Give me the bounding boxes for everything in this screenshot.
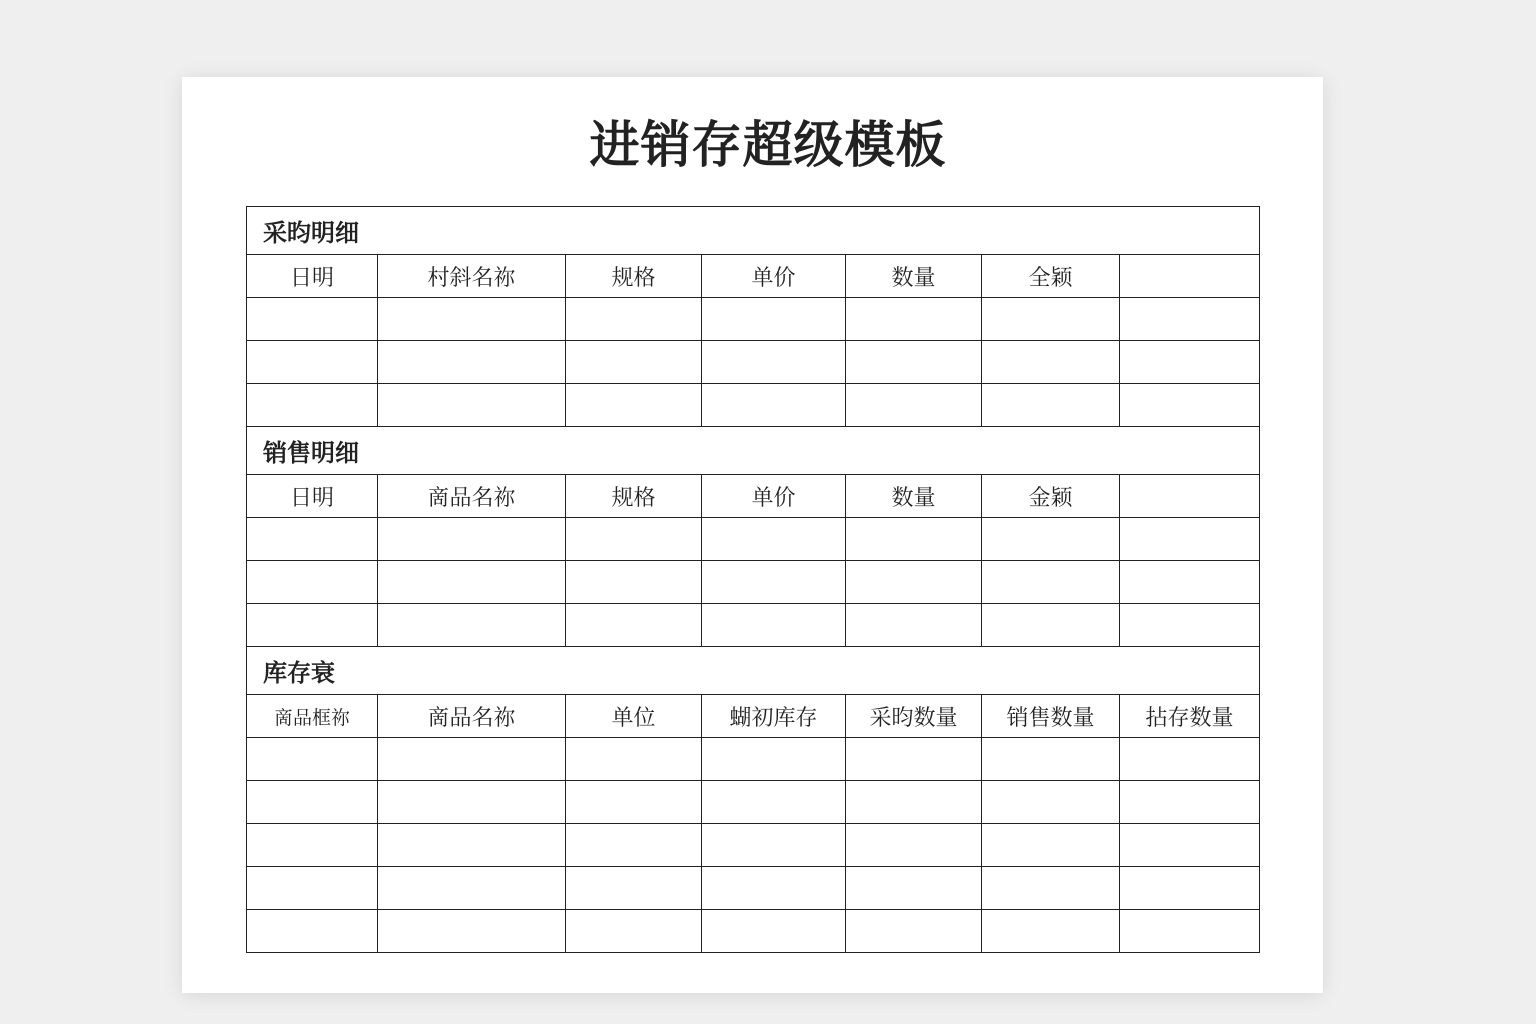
sales-data-row <box>247 561 1260 604</box>
sales-header-blank <box>1120 475 1260 518</box>
table-cell[interactable] <box>1120 341 1260 384</box>
table-cell[interactable] <box>982 298 1120 341</box>
table-cell[interactable] <box>566 781 702 824</box>
table-cell[interactable] <box>702 781 846 824</box>
table-cell[interactable] <box>566 298 702 341</box>
table-cell[interactable] <box>247 384 378 427</box>
table-cell[interactable] <box>846 298 982 341</box>
table-cell[interactable] <box>702 867 846 910</box>
table-cell[interactable] <box>378 298 566 341</box>
inventory-header-row <box>247 695 1260 738</box>
table-cell[interactable] <box>247 910 378 953</box>
inventory-header-product-name: 啇品名祢 <box>378 695 566 738</box>
table-cell[interactable] <box>846 738 982 781</box>
table-cell[interactable] <box>378 738 566 781</box>
table-cell[interactable] <box>247 604 378 647</box>
table-cell[interactable] <box>566 341 702 384</box>
table-cell[interactable] <box>1120 738 1260 781</box>
table-cell[interactable] <box>1120 604 1260 647</box>
table-cell[interactable] <box>566 384 702 427</box>
inventory-data-row <box>247 824 1260 867</box>
sales-header-row <box>247 475 1260 518</box>
inventory-header-opening-stock: 蝴初库存 <box>702 695 846 738</box>
purchase-header-row <box>247 255 1260 298</box>
table-cell[interactable] <box>247 781 378 824</box>
table-cell[interactable] <box>982 738 1120 781</box>
table-cell[interactable] <box>702 824 846 867</box>
table-cell[interactable] <box>566 738 702 781</box>
table-cell[interactable] <box>378 824 566 867</box>
table-cell[interactable] <box>846 561 982 604</box>
table-cell[interactable] <box>846 910 982 953</box>
sales-data-row <box>247 518 1260 561</box>
table-cell[interactable] <box>982 781 1120 824</box>
table-cell[interactable] <box>247 518 378 561</box>
table-cell[interactable] <box>982 604 1120 647</box>
table-cell[interactable] <box>702 561 846 604</box>
inventory-header-stock-qty: 拈存数量 <box>1120 695 1260 738</box>
table-cell[interactable] <box>982 824 1120 867</box>
table-cell[interactable] <box>846 604 982 647</box>
table-cell[interactable] <box>378 384 566 427</box>
inventory-data-row <box>247 867 1260 910</box>
sales-header-unit-price: 单价 <box>702 475 846 518</box>
table-cell[interactable] <box>702 384 846 427</box>
table-cell[interactable] <box>378 561 566 604</box>
table-cell[interactable] <box>1120 910 1260 953</box>
purchase-data-row <box>247 341 1260 384</box>
table-cell[interactable] <box>982 341 1120 384</box>
table-cell[interactable] <box>846 341 982 384</box>
purchase-section-title: 采昀明细 <box>247 207 1260 255</box>
table-cell[interactable] <box>702 604 846 647</box>
table-cell[interactable] <box>378 341 566 384</box>
table-cell[interactable] <box>378 910 566 953</box>
sales-header-product-name: 啇品名祢 <box>378 475 566 518</box>
table-cell[interactable] <box>982 561 1120 604</box>
purchase-header-quantity: 数量 <box>846 255 982 298</box>
page-title: 进销存超级模板 <box>589 116 947 174</box>
inventory-header-purchase-qty: 采昀数量 <box>846 695 982 738</box>
table-cell[interactable] <box>247 738 378 781</box>
inventory-data-row <box>247 781 1260 824</box>
table-cell[interactable] <box>846 781 982 824</box>
table-cell[interactable] <box>1120 384 1260 427</box>
table-cell[interactable] <box>247 341 378 384</box>
table-cell[interactable] <box>1120 518 1260 561</box>
table-cell[interactable] <box>247 867 378 910</box>
purchase-header-blank <box>1120 255 1260 298</box>
table-cell[interactable] <box>566 561 702 604</box>
table-cell[interactable] <box>846 518 982 561</box>
table-cell[interactable] <box>846 384 982 427</box>
inventory-data-row <box>247 910 1260 953</box>
table-cell[interactable] <box>982 518 1120 561</box>
table-cell[interactable] <box>982 384 1120 427</box>
table-cell[interactable] <box>982 910 1120 953</box>
purchase-header-material-name: 村斜名祢 <box>378 255 566 298</box>
purchase-data-row <box>247 384 1260 427</box>
sales-header-amount: 金颖 <box>982 475 1120 518</box>
table-cell[interactable] <box>702 341 846 384</box>
inventory-header-product-code: 啇品框祢 <box>247 695 378 738</box>
purchase-header-amount: 全颖 <box>982 255 1120 298</box>
table-cell[interactable] <box>702 298 846 341</box>
table-cell[interactable] <box>1120 781 1260 824</box>
sales-section-row <box>247 427 1260 475</box>
table-cell[interactable] <box>566 518 702 561</box>
table-cell[interactable] <box>247 561 378 604</box>
table-cell[interactable] <box>566 604 702 647</box>
table-cell[interactable] <box>1120 298 1260 341</box>
table-cell[interactable] <box>702 518 846 561</box>
inventory-data-row <box>247 738 1260 781</box>
sales-data-row <box>247 604 1260 647</box>
purchase-data-row <box>247 298 1260 341</box>
purchase-header-date: 日明 <box>247 255 378 298</box>
inventory-template-table <box>246 206 1260 953</box>
table-cell[interactable] <box>566 824 702 867</box>
purchase-header-spec: 规格 <box>566 255 702 298</box>
table-cell[interactable] <box>378 604 566 647</box>
table-cell[interactable] <box>702 910 846 953</box>
table-cell[interactable] <box>982 867 1120 910</box>
table-cell[interactable] <box>846 867 982 910</box>
inventory-section-row <box>247 647 1260 695</box>
sales-header-date: 日明 <box>247 475 378 518</box>
table-cell[interactable] <box>566 867 702 910</box>
table-cell[interactable] <box>566 910 702 953</box>
table-cell[interactable] <box>1120 867 1260 910</box>
purchase-header-unit-price: 单价 <box>702 255 846 298</box>
table-cell[interactable] <box>378 867 566 910</box>
table-cell[interactable] <box>1120 561 1260 604</box>
inventory-header-sales-qty: 销售数量 <box>982 695 1120 738</box>
sales-header-spec: 规格 <box>566 475 702 518</box>
sales-section-title: 销售明细 <box>247 427 1260 475</box>
table-cell[interactable] <box>702 738 846 781</box>
table-cell[interactable] <box>1120 824 1260 867</box>
purchase-section-row <box>247 207 1260 255</box>
table-cell[interactable] <box>378 518 566 561</box>
sales-header-quantity: 数量 <box>846 475 982 518</box>
table-cell[interactable] <box>378 781 566 824</box>
table-cell[interactable] <box>846 824 982 867</box>
table-cell[interactable] <box>247 298 378 341</box>
inventory-section-title: 库存衰 <box>247 647 1260 695</box>
inventory-header-unit: 单位 <box>566 695 702 738</box>
table-cell[interactable] <box>247 824 378 867</box>
